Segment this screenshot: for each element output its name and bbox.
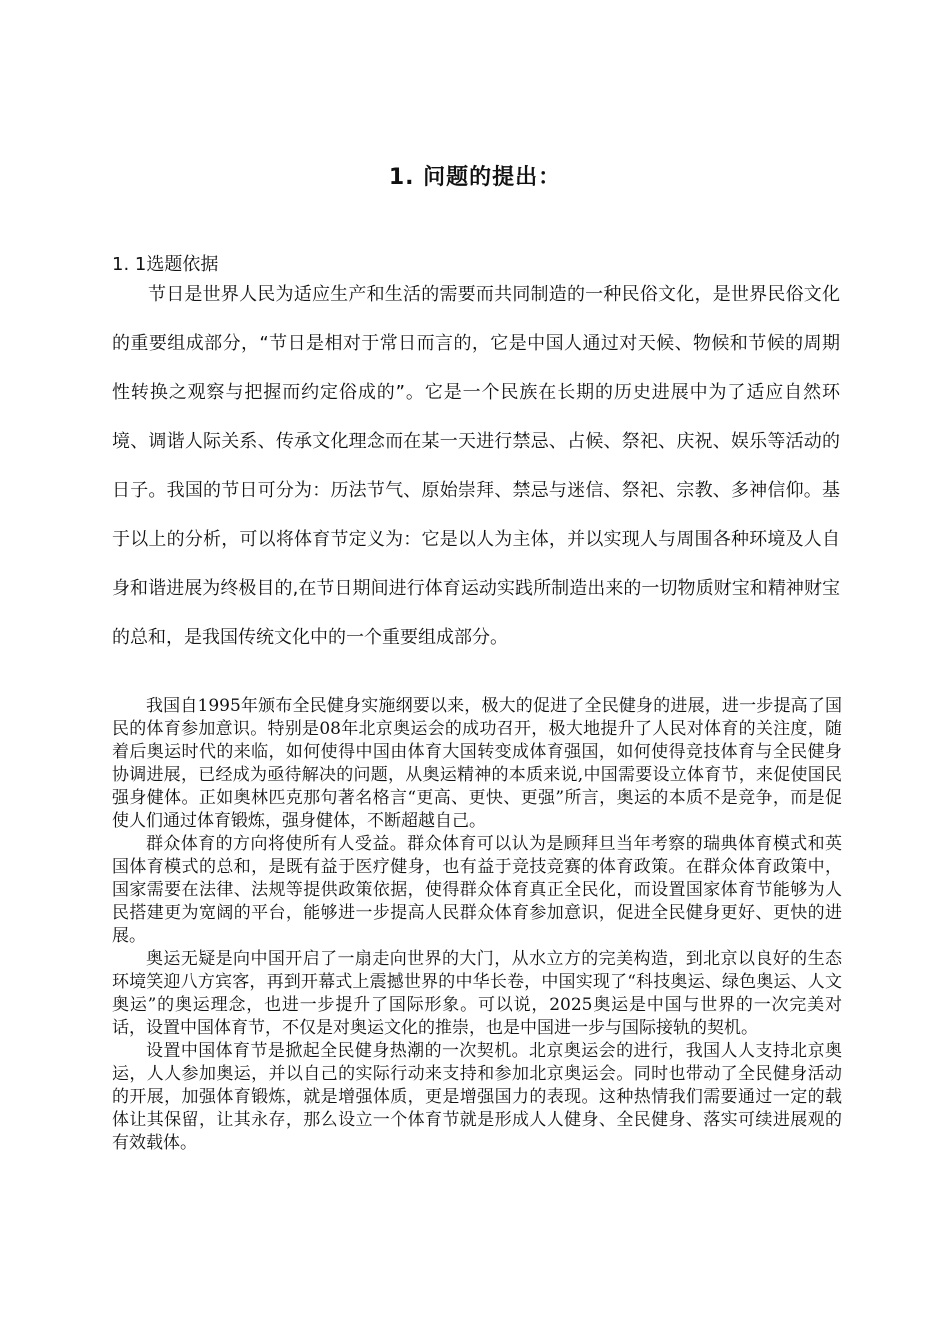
body-paragraph: 设置中国体育节是掀起全民健身热潮的一次契机。北京奥运会的进行，我国人人支持北京奥运，人人参加奥运，并以自己的实际行动来支持和参加北京奥运会。同时也带动了全民健身活动的开展，加强体育锻炼，就是增强体质，更是增强国力的表现。这种热情我们需要通过一定的载体让其保留，让其永存，那么设立一个体育节就是形成人人健身、全民健身、落实可续进展观的有效载体。	[112, 1041, 842, 1153]
intro-text-1: 节日是世界人民为适应生产和生活的需要而共同制造的一种民俗文化，是世界民俗文化的重要组成部分，	[112, 284, 840, 354]
section-heading: 1. 1选题依据	[112, 254, 219, 275]
intro-text-2: “节日是相对于常日而言的，它是中国人通过对天候、物候和节候的周期性转换之观察与把握而约定俗成的”。它是一个民族在长期的历史进展中为了适应自然环境、调谐人际关系、传承文化理念而在某一天进行禁忌、占候、祭祀、庆祝、娱乐等活动的日子。我国的节日可分为：	[112, 333, 840, 501]
body-paragraph: 群众体育的方向将使所有人受益。群众体育可以认为是顾拜旦当年考察的瑞典体育模式和英国体育模式的总和，是既有益于医疗健身，也有益于竞技竞赛的体育政策。在群众体育政策中，国家需要在法律、法规等提供政策依据，使得群众体育真正全民化，而设置国家体育节能够为人民搭建更为宽阔的平台，能够进一步提高人民群众体育参加意识，促进全民健身更好、更快的进展。	[112, 834, 842, 946]
intro-text-3: 历法节气、原始崇拜、禁忌与迷信、祭祀、宗教、多神信仰。	[330, 480, 823, 501]
body-paragraph: 我国自1995年颁布全民健身实施纲要以来，极大的促进了全民健身的进展，进一步提高了国民的体育参加意识。特别是08年北京奥运会的成功召开，极大地提升了人民对体育的关注度，随着后奥运时代的来临，如何使得中国由体育大国转变成体育强国，如何使得竞技体育与全民健身协调进展，已经成为亟待解决的问题，从奥运精神的本质来说,中国需要设立体育节，来促使国民强身健体。正如奥林匹克那句著名格言“更高、更快、更强”所言，奥运的本质不是竞争，而是促使人们通过体育锻炼，强身健体，不断超越自己。	[112, 696, 842, 831]
intro-text-4: 基于以上的分析，可以将体育节定义为：它是以人为主体，并以实现人与周围各种环境及人自身和谐进展为终极目的,在节日期间进行体育运动实践所制造出来的一切物质财宝和精神财宝的总和，是我国传统文化中的一个重要组成部分。	[112, 480, 841, 648]
page-title: 1. 问题的提出：	[388, 165, 562, 190]
body-paragraph: 奥运无疑是向中国开启了一扇走向世界的大门，从水立方的完美构造，到北京以良好的生态环境笑迎八方宾客，再到开幕式上震撼世界的中华长卷，中国实现了“科技奥运、绿色奥运、人文奥运”的奥运理念，也进一步提升了国际形象。可以说，2025奥运是中国与世界的一次完美对话，设置中国体育节，不仅是对奥运文化的推崇，也是中国进一步与国际接轨的契机。	[112, 949, 842, 1038]
intro-paragraph	[112, 270, 840, 662]
body-text	[112, 695, 842, 1155]
